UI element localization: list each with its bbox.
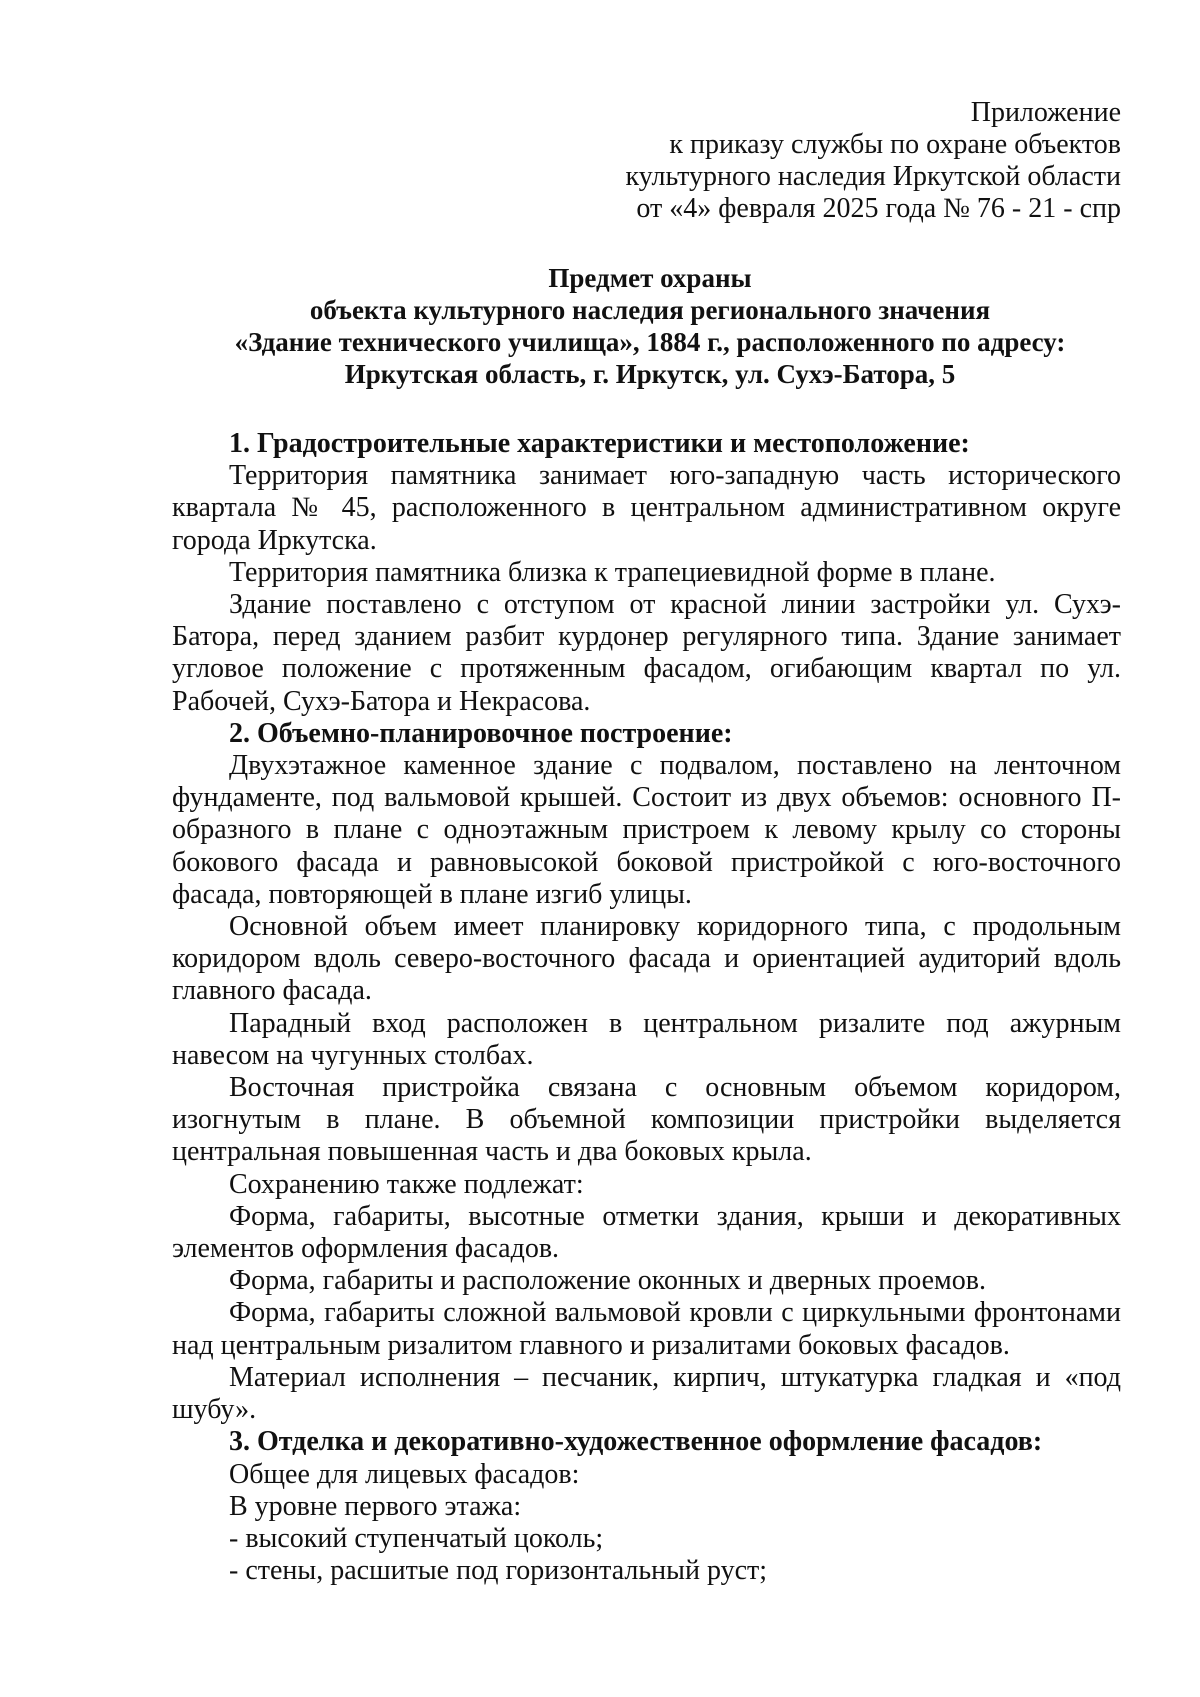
appendix-authority-line: культурного наследия Иркутской области [625, 161, 1121, 192]
paragraph: Здание поставлено с отступом от красной линии застройки ул. Сухэ-Батора, перед зданием разбит курдонер регулярного типа. Здание занимает угловое положение с протяженным фасадом, огибающим квартал по ул. Рабочей, Сухэ-Батора и Некрасова. [172, 589, 1121, 717]
paragraph: Материал исполнения – песчаник, кирпич, штукатурка гладкая и «под шубу». [172, 1361, 1121, 1426]
document-title [130, 262, 1170, 390]
paragraph: Форма, габариты сложной вальмовой кровли с циркульными фронтонами над центральным ризалитом главного и ризалитами боковых фасадов. [172, 1297, 1121, 1361]
section-1-heading: 1. Градостроительные характеристики и местоположение: [229, 428, 970, 459]
paragraph: Форма, габариты и расположение оконных и дверных проемов. [229, 1265, 986, 1297]
list-line: В уровне первого этажа: [229, 1490, 522, 1522]
appendix-date-number-line: от «4» февраля 2025 года № 76 - 21 - спр [636, 193, 1121, 224]
appendix-label: Приложение [970, 97, 1121, 128]
paragraph: Форма, габариты, высотные отметки здания, крыши и декоративных элементов оформления фасадов. [172, 1200, 1121, 1265]
title-line-3: «Здание технического училища», 1884 г., расположенного по адресу: [234, 327, 1066, 357]
title-line-4: Иркутская область, г. Иркутск, ул. Сухэ-Батора, 5 [344, 359, 956, 389]
appendix-order-line: к приказу службы по охране объектов [669, 129, 1121, 160]
paragraph: Парадный вход расположен в центральном ризалите под ажурным навесом на чугунных столбах. [172, 1007, 1121, 1071]
title-line-1: Предмет охраны [548, 263, 752, 293]
appendix-block [560, 97, 1121, 225]
list-item: - стены, расшитые под горизонтальный руст; [229, 1555, 768, 1587]
paragraph: Территория памятника занимает юго-западную часть исторического квартала № 45, расположенного в центральном административном округе города Иркутска. [172, 460, 1121, 556]
paragraph: Территория памятника близка к трапециевидной форме в плане. [229, 556, 996, 588]
list-item: - высокий ступенчатый цоколь; [229, 1522, 604, 1554]
section-3-heading: 3. Отделка и декоративно-художественное оформление фасадов: [229, 1426, 1043, 1458]
section-2-heading: 2. Объемно-планировочное построение: [229, 717, 733, 749]
paragraph: Восточная пристройка связана с основным объемом коридором, изогнутым в плане. В объемной композиции пристройки выделяется центральная повышенная часть и два боковых крыла. [172, 1072, 1121, 1168]
document-body [172, 428, 1121, 1587]
list-line: Общее для лицевых фасадов: [229, 1458, 580, 1490]
paragraph: Сохранению также подлежат: [229, 1168, 584, 1200]
paragraph: Двухэтажное каменное здание с подвалом, поставлено на ленточном фундаменте, под вальмовой крышей. Состоит из двух объемов: основного П-образного в плане с одноэтажным пристроем к левому крылу со стороны бокового фасада и равновысокой боковой пристройкой с юго-восточного фасада, повторяющей в плане изгиб улицы. [172, 750, 1121, 910]
title-line-2: объекта культурного наследия регионального значения [309, 295, 991, 325]
paragraph: Основной объем имеет планировку коридорного типа, с продольным коридором вдоль северо-восточного фасада и ориентацией аудиторий вдоль главного фасада. [172, 911, 1121, 1007]
